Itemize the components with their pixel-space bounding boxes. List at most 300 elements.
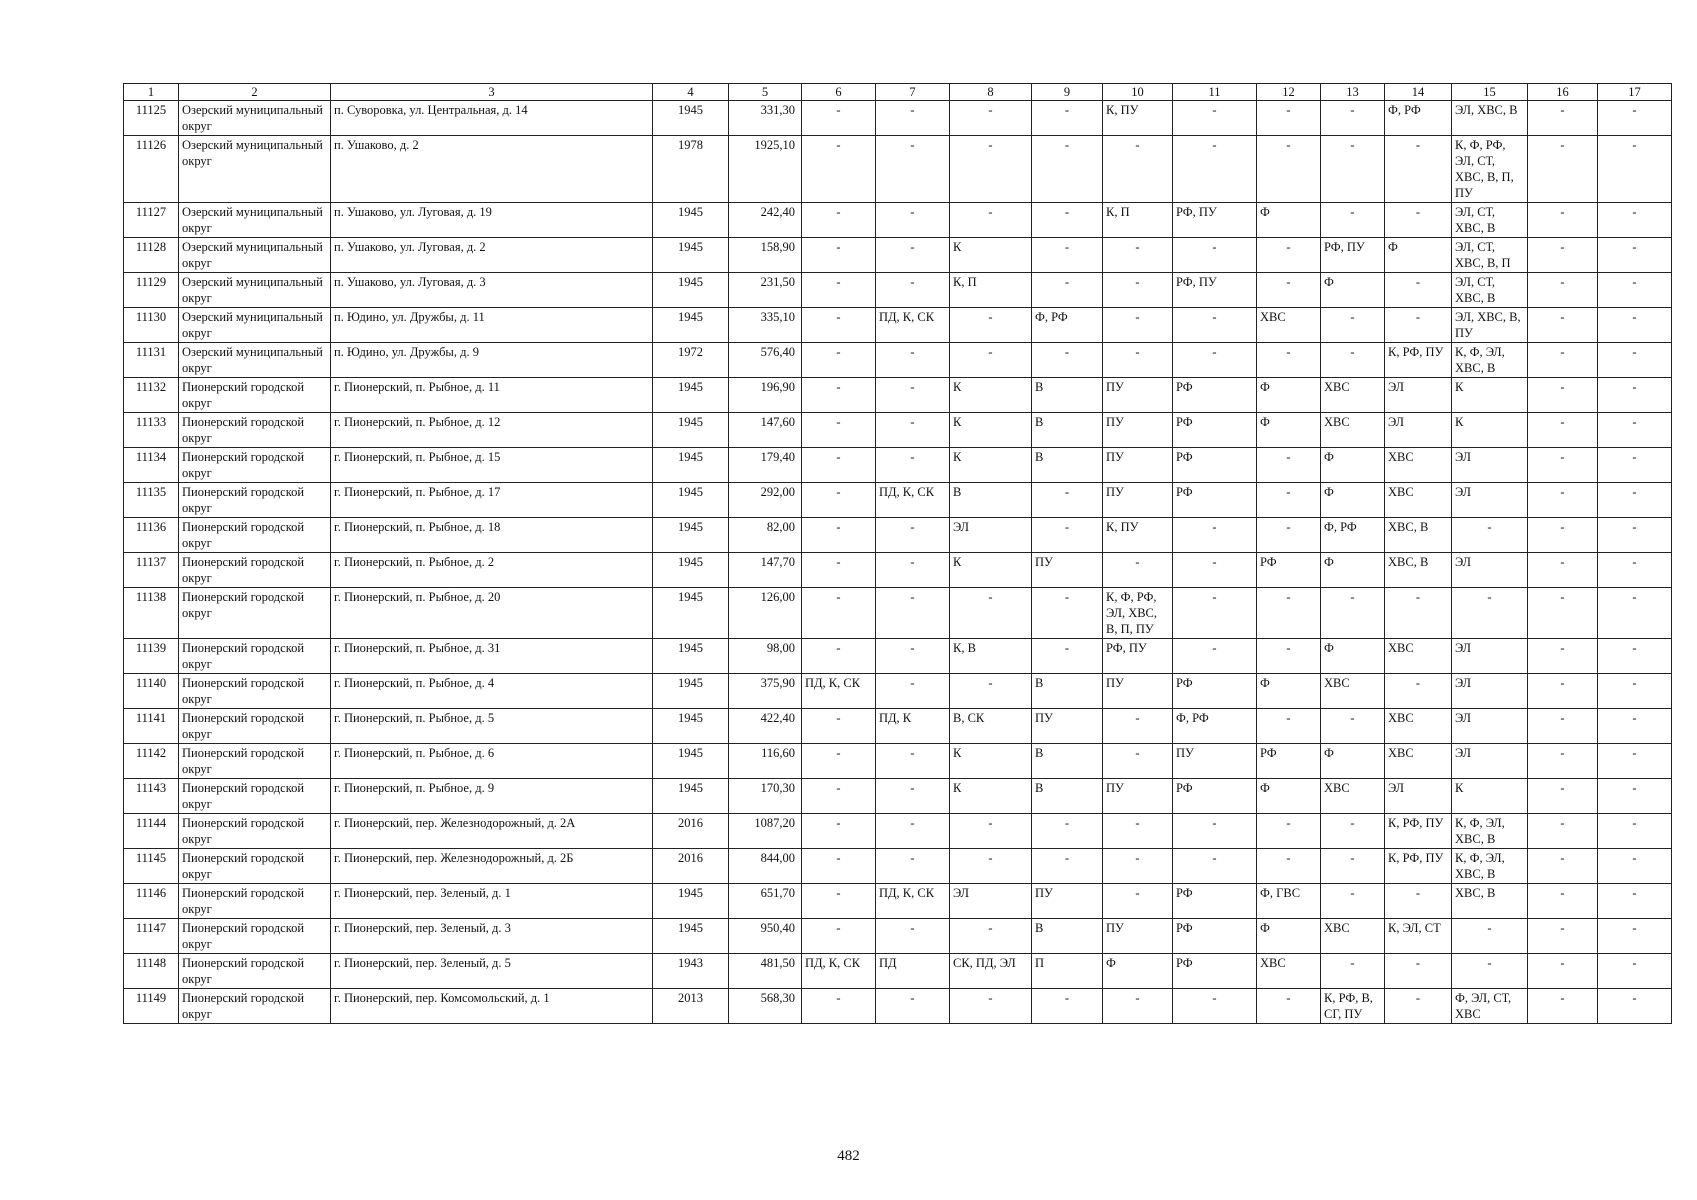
table-cell-col-1: 11127 <box>124 203 179 238</box>
table-cell-col-14: К, РФ, ПУ <box>1385 814 1452 849</box>
table-cell-col-12: - <box>1257 273 1321 308</box>
table-cell-col-13: Ф <box>1321 553 1385 588</box>
table-cell-col-1: 11135 <box>124 483 179 518</box>
table-cell-col-2: Озерский муниципальный округ <box>179 101 331 136</box>
table-cell-col-10: - <box>1103 744 1173 779</box>
table-cell-col-5: 481,50 <box>729 954 802 989</box>
table-row <box>124 744 1672 779</box>
table-cell-col-8: - <box>950 101 1032 136</box>
table-cell-col-2: Пионерский городской округ <box>179 518 331 553</box>
table-cell-col-7: - <box>876 413 950 448</box>
table-cell-col-12: - <box>1257 343 1321 378</box>
table-cell-col-4: 1945 <box>653 779 729 814</box>
table-cell-col-12: - <box>1257 709 1321 744</box>
table-cell-col-10: - <box>1103 989 1173 1024</box>
table-cell-col-14: К, РФ, ПУ <box>1385 343 1452 378</box>
table-cell-col-10: - <box>1103 273 1173 308</box>
table-cell-col-5: 950,40 <box>729 919 802 954</box>
table-cell-col-8: ЭЛ <box>950 518 1032 553</box>
table-cell-col-7: - <box>876 273 950 308</box>
table-cell-col-16: - <box>1528 308 1598 343</box>
table-cell-col-8: К <box>950 553 1032 588</box>
table-cell-col-3: г. Пионерский, пер. Зеленый, д. 5 <box>331 954 653 989</box>
table-cell-col-12: - <box>1257 101 1321 136</box>
table-cell-col-6: - <box>802 203 876 238</box>
table-cell-col-13: Ф, РФ <box>1321 518 1385 553</box>
table-cell-col-11: ПУ <box>1173 744 1257 779</box>
table-cell-col-2: Озерский муниципальный округ <box>179 343 331 378</box>
table-cell-col-2: Пионерский городской округ <box>179 709 331 744</box>
table-cell-col-15: ЭЛ, ХВС, В <box>1452 101 1528 136</box>
table-cell-col-11: - <box>1173 553 1257 588</box>
table-cell-col-15: ЭЛ, СТ, ХВС, В <box>1452 203 1528 238</box>
table-cell-col-16: - <box>1528 639 1598 674</box>
table-cell-col-9: - <box>1032 814 1103 849</box>
table-cell-col-13: - <box>1321 884 1385 919</box>
table-cell-col-5: 116,60 <box>729 744 802 779</box>
column-header-12: 12 <box>1257 84 1321 101</box>
table-cell-col-14: - <box>1385 989 1452 1024</box>
table-cell-col-8: К <box>950 378 1032 413</box>
table-cell-col-2: Озерский муниципальный округ <box>179 136 331 203</box>
table-cell-col-1: 11133 <box>124 413 179 448</box>
table-cell-col-15: ЭЛ, ХВС, В, ПУ <box>1452 308 1528 343</box>
table-cell-col-8: - <box>950 136 1032 203</box>
table-cell-col-4: 2016 <box>653 849 729 884</box>
table-cell-col-17: - <box>1598 744 1672 779</box>
table-cell-col-15: - <box>1452 919 1528 954</box>
table-cell-col-6: - <box>802 588 876 639</box>
table-cell-col-2: Пионерский городской округ <box>179 413 331 448</box>
table-cell-col-10: Ф <box>1103 954 1173 989</box>
table-cell-col-2: Пионерский городской округ <box>179 674 331 709</box>
table-cell-col-10: ПУ <box>1103 779 1173 814</box>
table-row <box>124 308 1672 343</box>
table-cell-col-16: - <box>1528 849 1598 884</box>
table-cell-col-2: Пионерский городской округ <box>179 884 331 919</box>
table-cell-col-9: В <box>1032 744 1103 779</box>
table-cell-col-12: - <box>1257 814 1321 849</box>
table-cell-col-1: 11131 <box>124 343 179 378</box>
table-cell-col-15: ЭЛ, СТ, ХВС, В <box>1452 273 1528 308</box>
table-cell-col-12: - <box>1257 989 1321 1024</box>
table-cell-col-1: 11130 <box>124 308 179 343</box>
table-row <box>124 989 1672 1024</box>
table-cell-col-13: Ф <box>1321 744 1385 779</box>
table-cell-col-14: ХВС, В <box>1385 518 1452 553</box>
table-cell-col-4: 1945 <box>653 884 729 919</box>
table-cell-col-3: п. Ушаково, д. 2 <box>331 136 653 203</box>
table-cell-col-8: К, В <box>950 639 1032 674</box>
table-cell-col-5: 422,40 <box>729 709 802 744</box>
table-cell-col-15: ХВС, В <box>1452 884 1528 919</box>
table-cell-col-1: 11142 <box>124 744 179 779</box>
table-cell-col-17: - <box>1598 448 1672 483</box>
table-cell-col-14: - <box>1385 954 1452 989</box>
table-cell-col-2: Пионерский городской округ <box>179 954 331 989</box>
table-cell-col-6: - <box>802 849 876 884</box>
table-cell-col-11: РФ <box>1173 448 1257 483</box>
table-cell-col-15: ЭЛ, СТ, ХВС, В, П <box>1452 238 1528 273</box>
table-cell-col-16: - <box>1528 136 1598 203</box>
table-cell-col-5: 331,30 <box>729 101 802 136</box>
table-cell-col-15: ЭЛ <box>1452 709 1528 744</box>
table-cell-col-17: - <box>1598 101 1672 136</box>
table-cell-col-15: ЭЛ <box>1452 744 1528 779</box>
table-cell-col-7: - <box>876 989 950 1024</box>
table-cell-col-1: 11129 <box>124 273 179 308</box>
table-cell-col-5: 1925,10 <box>729 136 802 203</box>
table-cell-col-17: - <box>1598 674 1672 709</box>
table-cell-col-10: - <box>1103 884 1173 919</box>
table-cell-col-3: г. Пионерский, пер. Комсомольский, д. 1 <box>331 989 653 1024</box>
table-cell-col-17: - <box>1598 814 1672 849</box>
table-cell-col-17: - <box>1598 919 1672 954</box>
table-cell-col-11: РФ <box>1173 884 1257 919</box>
table-cell-col-15: ЭЛ <box>1452 553 1528 588</box>
table-cell-col-13: Ф <box>1321 273 1385 308</box>
table-cell-col-16: - <box>1528 101 1598 136</box>
table-cell-col-6: - <box>802 779 876 814</box>
table-cell-col-6: - <box>802 483 876 518</box>
table-row <box>124 378 1672 413</box>
table-cell-col-8: - <box>950 203 1032 238</box>
table-cell-col-3: г. Пионерский, пер. Железнодорожный, д. 2А <box>331 814 653 849</box>
table-cell-col-4: 1978 <box>653 136 729 203</box>
table-cell-col-5: 126,00 <box>729 588 802 639</box>
table-cell-col-5: 179,40 <box>729 448 802 483</box>
table-cell-col-12: - <box>1257 448 1321 483</box>
table-cell-col-17: - <box>1598 989 1672 1024</box>
table-cell-col-2: Озерский муниципальный округ <box>179 238 331 273</box>
table-cell-col-10: К, ПУ <box>1103 518 1173 553</box>
table-cell-col-7: ПД, К, СК <box>876 483 950 518</box>
table-cell-col-1: 11146 <box>124 884 179 919</box>
table-cell-col-14: - <box>1385 308 1452 343</box>
column-header-7: 7 <box>876 84 950 101</box>
table-cell-col-10: ПУ <box>1103 378 1173 413</box>
table-cell-col-12: - <box>1257 136 1321 203</box>
table-cell-col-1: 11145 <box>124 849 179 884</box>
table-cell-col-5: 231,50 <box>729 273 802 308</box>
table-cell-col-2: Пионерский городской округ <box>179 378 331 413</box>
table-cell-col-10: - <box>1103 308 1173 343</box>
column-header-13: 13 <box>1321 84 1385 101</box>
table-cell-col-5: 292,00 <box>729 483 802 518</box>
table-cell-col-16: - <box>1528 518 1598 553</box>
table-cell-col-6: - <box>802 709 876 744</box>
table-cell-col-1: 11132 <box>124 378 179 413</box>
table-cell-col-4: 1945 <box>653 203 729 238</box>
table-cell-col-8: СК, ПД, ЭЛ <box>950 954 1032 989</box>
table-cell-col-9: В <box>1032 779 1103 814</box>
table-cell-col-9: В <box>1032 413 1103 448</box>
table-row <box>124 709 1672 744</box>
table-cell-col-4: 1945 <box>653 413 729 448</box>
table-cell-col-5: 651,70 <box>729 884 802 919</box>
table-cell-col-14: - <box>1385 203 1452 238</box>
table-cell-col-14: ЭЛ <box>1385 413 1452 448</box>
table-cell-col-3: г. Пионерский, пер. Зеленый, д. 1 <box>331 884 653 919</box>
table-cell-col-4: 1945 <box>653 588 729 639</box>
table-cell-col-6: - <box>802 101 876 136</box>
table-cell-col-3: г. Пионерский, п. Рыбное, д. 4 <box>331 674 653 709</box>
table-cell-col-7: - <box>876 744 950 779</box>
table-cell-col-15: ЭЛ <box>1452 448 1528 483</box>
table-cell-col-4: 1945 <box>653 378 729 413</box>
table-cell-col-17: - <box>1598 849 1672 884</box>
table-cell-col-14: Ф <box>1385 238 1452 273</box>
table-cell-col-10: - <box>1103 849 1173 884</box>
table-cell-col-1: 11147 <box>124 919 179 954</box>
table-cell-col-2: Пионерский городской округ <box>179 448 331 483</box>
table-cell-col-11: - <box>1173 238 1257 273</box>
table-cell-col-1: 11134 <box>124 448 179 483</box>
table-cell-col-14: ХВС <box>1385 744 1452 779</box>
table-cell-col-7: - <box>876 639 950 674</box>
table-cell-col-11: РФ, ПУ <box>1173 203 1257 238</box>
table-cell-col-8: В, СК <box>950 709 1032 744</box>
table-cell-col-15: - <box>1452 518 1528 553</box>
table-cell-col-13: Ф <box>1321 639 1385 674</box>
table-cell-col-9: В <box>1032 674 1103 709</box>
table-cell-col-8: - <box>950 343 1032 378</box>
table-cell-col-11: - <box>1173 518 1257 553</box>
table-cell-col-12: Ф <box>1257 203 1321 238</box>
table-cell-col-4: 1943 <box>653 954 729 989</box>
table-cell-col-17: - <box>1598 273 1672 308</box>
table-cell-col-7: - <box>876 203 950 238</box>
table-cell-col-1: 11141 <box>124 709 179 744</box>
table-cell-col-1: 11139 <box>124 639 179 674</box>
table-cell-col-9: - <box>1032 588 1103 639</box>
table-cell-col-11: - <box>1173 136 1257 203</box>
column-header-3: 3 <box>331 84 653 101</box>
table-cell-col-8: - <box>950 989 1032 1024</box>
column-header-16: 16 <box>1528 84 1598 101</box>
table-cell-col-13: Ф <box>1321 448 1385 483</box>
table-cell-col-12: - <box>1257 639 1321 674</box>
table-row <box>124 343 1672 378</box>
table-cell-col-11: РФ, ПУ <box>1173 273 1257 308</box>
table-cell-col-9: - <box>1032 518 1103 553</box>
table-cell-col-15: Ф, ЭЛ, СТ, ХВС <box>1452 989 1528 1024</box>
table-cell-col-12: РФ <box>1257 553 1321 588</box>
table-cell-col-11: Ф, РФ <box>1173 709 1257 744</box>
table-cell-col-11: - <box>1173 639 1257 674</box>
table-row <box>124 203 1672 238</box>
table-cell-col-12: Ф <box>1257 919 1321 954</box>
table-row <box>124 136 1672 203</box>
column-header-15: 15 <box>1452 84 1528 101</box>
table-cell-col-16: - <box>1528 203 1598 238</box>
table-cell-col-1: 11137 <box>124 553 179 588</box>
table-cell-col-4: 1945 <box>653 919 729 954</box>
table-cell-col-10: ПУ <box>1103 413 1173 448</box>
table-cell-col-10: К, П <box>1103 203 1173 238</box>
table-cell-col-9: - <box>1032 483 1103 518</box>
table-cell-col-7: - <box>876 136 950 203</box>
table-cell-col-8: ЭЛ <box>950 884 1032 919</box>
table-cell-col-8: - <box>950 814 1032 849</box>
table-cell-col-2: Пионерский городской округ <box>179 849 331 884</box>
table-cell-col-7: - <box>876 919 950 954</box>
table-cell-col-2: Пионерский городской округ <box>179 814 331 849</box>
table-cell-col-1: 11128 <box>124 238 179 273</box>
table-cell-col-6: - <box>802 884 876 919</box>
table-cell-col-14: К, РФ, ПУ <box>1385 849 1452 884</box>
table-cell-col-12: - <box>1257 588 1321 639</box>
table-cell-col-6: - <box>802 744 876 779</box>
table-cell-col-14: ХВС, В <box>1385 553 1452 588</box>
table-cell-col-3: г. Пионерский, п. Рыбное, д. 9 <box>331 779 653 814</box>
table-cell-col-8: К, П <box>950 273 1032 308</box>
table-cell-col-5: 147,60 <box>729 413 802 448</box>
table-cell-col-11: РФ <box>1173 919 1257 954</box>
table-cell-col-6: - <box>802 343 876 378</box>
table-cell-col-2: Пионерский городской округ <box>179 989 331 1024</box>
table-cell-col-2: Озерский муниципальный округ <box>179 308 331 343</box>
table-cell-col-11: РФ <box>1173 674 1257 709</box>
table-cell-col-14: ЭЛ <box>1385 378 1452 413</box>
table-cell-col-4: 1945 <box>653 744 729 779</box>
header-row <box>124 84 1672 101</box>
column-header-10: 10 <box>1103 84 1173 101</box>
table-row <box>124 413 1672 448</box>
table-cell-col-11: РФ <box>1173 378 1257 413</box>
table-cell-col-2: Пионерский городской округ <box>179 919 331 954</box>
table-cell-col-15: К <box>1452 413 1528 448</box>
table-cell-col-7: - <box>876 588 950 639</box>
table-cell-col-16: - <box>1528 448 1598 483</box>
table-cell-col-11: - <box>1173 308 1257 343</box>
table-cell-col-1: 11144 <box>124 814 179 849</box>
table-cell-col-13: ХВС <box>1321 674 1385 709</box>
table-cell-col-15: ЭЛ <box>1452 483 1528 518</box>
table-body <box>124 101 1672 1024</box>
table-cell-col-5: 196,90 <box>729 378 802 413</box>
column-header-11: 11 <box>1173 84 1257 101</box>
table-cell-col-10: - <box>1103 136 1173 203</box>
table-cell-col-10: - <box>1103 553 1173 588</box>
table-cell-col-7: - <box>876 779 950 814</box>
table-cell-col-17: - <box>1598 413 1672 448</box>
column-header-8: 8 <box>950 84 1032 101</box>
table-cell-col-10: К, ПУ <box>1103 101 1173 136</box>
table-cell-col-8: К <box>950 238 1032 273</box>
table-cell-col-9: - <box>1032 273 1103 308</box>
table-cell-col-5: 158,90 <box>729 238 802 273</box>
table-cell-col-5: 170,30 <box>729 779 802 814</box>
table-row <box>124 814 1672 849</box>
table-cell-col-17: - <box>1598 238 1672 273</box>
table-cell-col-13: - <box>1321 308 1385 343</box>
column-header-5: 5 <box>729 84 802 101</box>
table-row <box>124 238 1672 273</box>
table-cell-col-1: 11136 <box>124 518 179 553</box>
table-cell-col-15: К <box>1452 779 1528 814</box>
table-cell-col-3: г. Пионерский, пер. Зеленый, д. 3 <box>331 919 653 954</box>
table-cell-col-9: - <box>1032 639 1103 674</box>
table-cell-col-13: - <box>1321 709 1385 744</box>
table-cell-col-17: - <box>1598 378 1672 413</box>
table-cell-col-4: 1945 <box>653 518 729 553</box>
table-cell-col-11: - <box>1173 989 1257 1024</box>
table-cell-col-16: - <box>1528 884 1598 919</box>
table-cell-col-17: - <box>1598 588 1672 639</box>
table-row <box>124 518 1672 553</box>
table-cell-col-15: - <box>1452 954 1528 989</box>
table-cell-col-15: К, Ф, ЭЛ, ХВС, В <box>1452 849 1528 884</box>
table-row <box>124 639 1672 674</box>
table-cell-col-16: - <box>1528 709 1598 744</box>
table-cell-col-11: - <box>1173 588 1257 639</box>
table-cell-col-16: - <box>1528 674 1598 709</box>
table-row <box>124 849 1672 884</box>
table-cell-col-15: К, Ф, ЭЛ, ХВС, В <box>1452 814 1528 849</box>
table-cell-col-5: 242,40 <box>729 203 802 238</box>
table-row <box>124 553 1672 588</box>
table-cell-col-7: ПД <box>876 954 950 989</box>
table-cell-col-6: - <box>802 273 876 308</box>
table-cell-col-16: - <box>1528 343 1598 378</box>
table-cell-col-9: - <box>1032 136 1103 203</box>
table-cell-col-8: К <box>950 413 1032 448</box>
table-cell-col-13: - <box>1321 343 1385 378</box>
column-header-4: 4 <box>653 84 729 101</box>
table-cell-col-13: - <box>1321 954 1385 989</box>
table-cell-col-5: 147,70 <box>729 553 802 588</box>
table-cell-col-11: РФ <box>1173 413 1257 448</box>
table-cell-col-8: - <box>950 849 1032 884</box>
table-cell-col-17: - <box>1598 203 1672 238</box>
table-cell-col-15: К <box>1452 378 1528 413</box>
table-cell-col-2: Пионерский городской округ <box>179 483 331 518</box>
table-cell-col-11: РФ <box>1173 954 1257 989</box>
register-table-container <box>123 83 1671 1024</box>
table-cell-col-14: ХВС <box>1385 483 1452 518</box>
table-cell-col-3: г. Пионерский, п. Рыбное, д. 18 <box>331 518 653 553</box>
table-cell-col-9: - <box>1032 238 1103 273</box>
table-cell-col-16: - <box>1528 238 1598 273</box>
table-cell-col-3: п. Юдино, ул. Дружбы, д. 9 <box>331 343 653 378</box>
table-cell-col-16: - <box>1528 814 1598 849</box>
table-cell-col-9: - <box>1032 203 1103 238</box>
table-cell-col-7: - <box>876 849 950 884</box>
table-cell-col-4: 1945 <box>653 709 729 744</box>
table-cell-col-4: 1945 <box>653 101 729 136</box>
table-cell-col-14: ХВС <box>1385 709 1452 744</box>
table-cell-col-12: - <box>1257 238 1321 273</box>
table-cell-col-14: ЭЛ <box>1385 779 1452 814</box>
table-cell-col-2: Пионерский городской округ <box>179 639 331 674</box>
table-cell-col-3: г. Пионерский, п. Рыбное, д. 17 <box>331 483 653 518</box>
table-cell-col-15: К, Ф, ЭЛ, ХВС, В <box>1452 343 1528 378</box>
table-cell-col-16: - <box>1528 483 1598 518</box>
table-cell-col-3: г. Пионерский, п. Рыбное, д. 11 <box>331 378 653 413</box>
table-row <box>124 954 1672 989</box>
table-cell-col-17: - <box>1598 639 1672 674</box>
table-cell-col-2: Пионерский городской округ <box>179 779 331 814</box>
table-cell-col-9: ПУ <box>1032 553 1103 588</box>
table-cell-col-3: г. Пионерский, п. Рыбное, д. 2 <box>331 553 653 588</box>
table-cell-col-8: - <box>950 674 1032 709</box>
table-cell-col-13: - <box>1321 136 1385 203</box>
table-cell-col-4: 1945 <box>653 448 729 483</box>
table-row <box>124 674 1672 709</box>
table-row <box>124 919 1672 954</box>
table-cell-col-6: - <box>802 448 876 483</box>
